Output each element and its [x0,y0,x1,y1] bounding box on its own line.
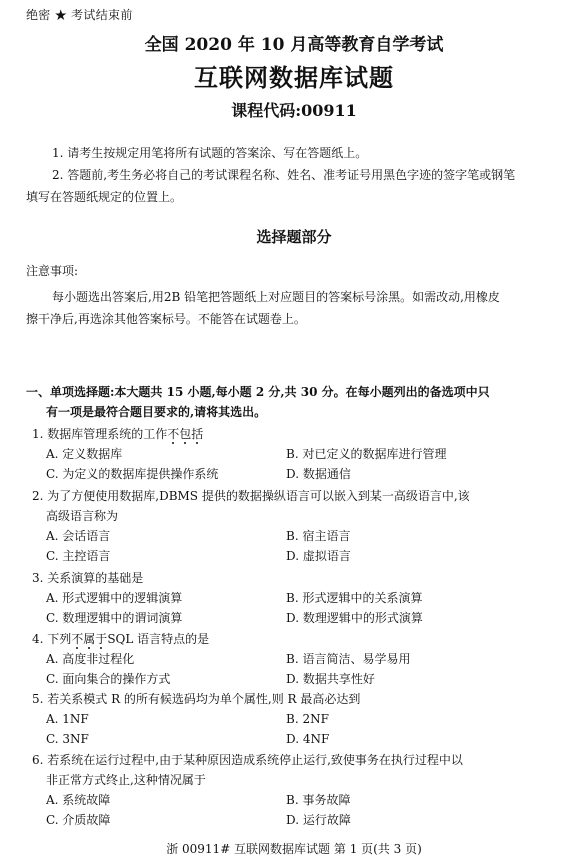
option-c: C. 数理逻辑中的谓词演算 [46,611,183,625]
emphasis-char: 不 [71,632,84,646]
section-title: 选择题部分 [256,228,332,246]
question-6-stem-cont: 非正常方式终止,这种情况属于 [46,773,206,787]
option-row [32,810,552,830]
option-c: C. 介质故障 [46,813,111,827]
option-a: A. 会话语言 [46,529,111,543]
option-row [32,729,552,749]
option-c: C. 面向集合的操作方式 [46,672,171,686]
instruction-item-2-cont: 填写在答题纸规定的位置上。 [26,190,183,204]
option-row [32,669,552,689]
option-row [32,546,552,566]
option-row [32,709,552,729]
course-code: 课程代码:00911 [231,101,357,120]
instruction-item-1: 1. 请考生按规定用笔将所有试题的答案涂、写在答题纸上。 [52,146,368,160]
option-c: C. 为定义的数据库提供操作系统 [46,467,219,481]
option-row [32,649,552,669]
option-b: B. 形式逻辑中的关系演算 [286,591,423,605]
option-a: A. 高度非过程化 [46,652,135,666]
option-b: B. 宿主语言 [286,529,351,543]
question-6 [32,750,552,830]
option-b: B. 语言简洁、易学易用 [286,652,411,666]
confidential-label: 绝密 ★ 考试结束前 [26,8,133,22]
emphasis-char: 属 [83,632,96,646]
paper-title: 互联网数据库试题 [194,63,394,92]
question-1-stem [32,424,552,444]
question-1 [32,424,552,484]
option-a: A. 定义数据库 [46,447,123,461]
option-d: D. 数据共享性好 [286,672,375,686]
instruction-item-2: 2. 答题前,考生务必将自己的考试课程名称、姓名、准考证号用黑色字迹的签字笔或钢笔 [52,168,516,182]
option-d: D. 数理逻辑中的形式演算 [286,611,423,625]
option-c: C. 3NF [46,732,89,746]
option-d: D. 4NF [286,732,330,746]
question-2-stem: 2. 为了方便使用数据库,DBMS 提供的数据操纵语言可以嵌入到某一高级语言中,该 [32,489,470,503]
option-d: D. 数据通信 [286,467,351,481]
option-b: B. 2NF [286,712,329,726]
question-2-stem-cont: 高级语言称为 [46,509,119,523]
option-d: D. 运行故障 [286,813,351,827]
option-b: B. 对已定义的数据库进行管理 [286,447,447,461]
option-b: B. 事务故障 [286,793,351,807]
exam-title: 全国 2020 年 10 月高等教育自学考试 [144,35,444,55]
question-4 [32,629,552,689]
part1-heading-line-2: 有一项是最符合题目要求的,请将其选出。 [46,405,267,419]
question-3 [32,568,552,628]
question-4-stem [32,629,552,649]
emphasis-char: 包 [179,427,192,441]
question-5 [32,689,552,749]
notes-label: 注意事项: [26,264,79,278]
option-a: A. 形式逻辑中的逻辑演算 [46,591,183,605]
option-row [32,464,552,484]
emphasis-char: 括 [191,427,204,441]
option-row [32,588,552,608]
question-1-stem-text: 1. 数据库管理系统的工作 [32,427,168,441]
notes-line-1: 每小题选出答案后,用2B 铅笔把答题纸上对应题目的答案标号涂黑。如需改动,用橡皮 [52,290,500,304]
notes-line-2: 擦干净后,再选涂其他答案标号。不能答在试题卷上。 [26,312,306,326]
option-a: A. 系统故障 [46,793,111,807]
question-2 [32,486,552,566]
option-row [32,444,552,464]
question-6-stem: 6. 若系统在运行过程中,由于某种原因造成系统停止运行,致使事务在执行过程中以 [32,753,463,767]
question-5-stem: 5. 若关系模式 R 的所有候选码均为单个属性,则 R 最高必达到 [32,692,361,706]
part1-heading-line-1: 一、单项选择题:本大题共 15 小题,每小题 2 分,共 30 分。在每小题列出的备选项中只 [26,385,490,399]
option-d: D. 虚拟语言 [286,549,351,563]
instructions [26,142,580,208]
emphasis-char: 不 [167,427,180,441]
question-3-stem: 3. 关系演算的基础是 [32,571,144,585]
question-4-stem-text-end: SQL 语言特点的是 [107,632,210,646]
option-c: C. 主控语言 [46,549,111,563]
part1-heading [26,382,556,422]
option-row [32,790,552,810]
notes-text [26,286,580,330]
option-a: A. 1NF [46,712,89,726]
page-footer: 浙 00911# 互联网数据库试题 第 1 页(共 3 页) [166,842,422,856]
emphasis-char: 于 [95,632,108,646]
option-row [32,526,552,546]
option-row [32,608,552,628]
question-4-stem-text: 4. 下列 [32,632,72,646]
